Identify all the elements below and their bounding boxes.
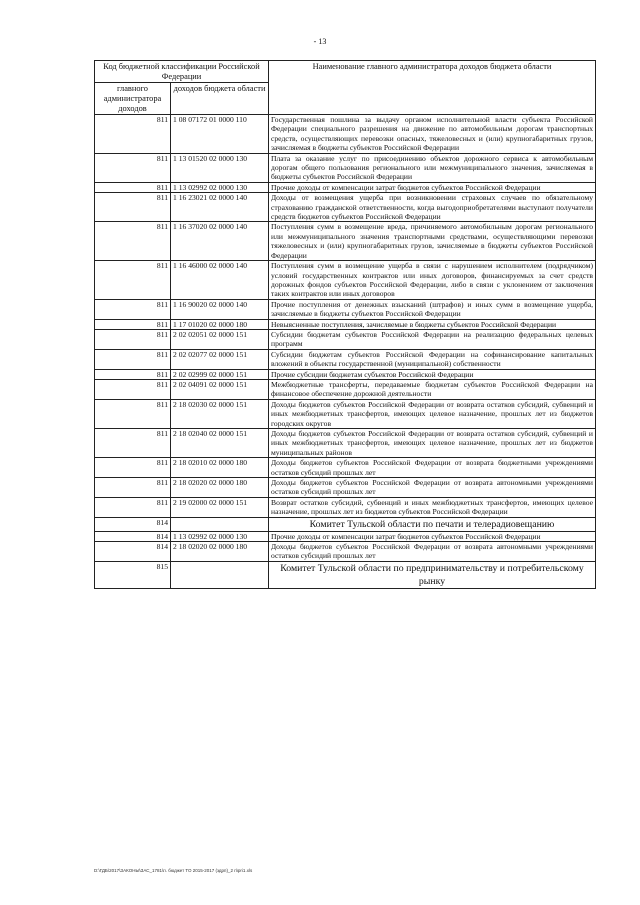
admin-code-cell: 814 (95, 517, 171, 531)
committee-heading: Комитет Тульской области по печати и телерадиовещанию (269, 517, 596, 531)
header-administrator-name: Наименование главного администратора доходов бюджета области (269, 61, 596, 115)
income-code-cell: 2 02 02051 02 0000 151 (171, 329, 269, 349)
income-description-cell: Поступления сумм в возмещение вреда, причиняемого автомобильным дорогам регионального или межмуниципального значения транспортными средствами, осуществляющими перевозки тяжеловесных и (или) крупногабаритных грузов, зачисляемые в бюджеты субъектов Российской Федерации (269, 222, 596, 261)
admin-code-cell: 814 (95, 531, 171, 541)
admin-code-cell: 811 (95, 379, 171, 399)
admin-code-cell: 811 (95, 193, 171, 222)
income-description-cell: Государственная пошлина за выдачу органом исполнительной власти субъекта Российской Федерации специального разрешения на движение по автомобильным дорогам транспортных средств, осуществляющих перевозки опасных, тяжеловесных и (или) крупногабаритных грузов, зачисляемая в бюджеты субъектов Российской Федерации (269, 115, 596, 154)
table-row (95, 369, 596, 379)
income-description-cell: Доходы бюджетов субъектов Российской Федерации от возврата остатков субсидий, субвенций и иных межбюджетных трансфертов, имеющих целевое назначение, прошлых лет из бюджетов городских округов (269, 399, 596, 428)
income-description-cell: Доходы бюджетов субъектов Российской Федерации от возврата автономными учреждениями остатков субсидий прошлых лет (269, 478, 596, 498)
income-code-cell (171, 517, 269, 531)
income-description-cell: Доходы от возмещения ущерба при возникновении страховых случаев по обязательному страхованию гражданской ответственности, когда выгодоприобретателями выступают получатели средств бюджетов субъектов Российской Федерации (269, 193, 596, 222)
table-row (95, 478, 596, 498)
budget-revenue-table (94, 60, 596, 589)
income-description-cell: Межбюджетные трансферты, передаваемые бюджетам субъектов Российской Федерации на финансовое обеспечение дорожной деятельности (269, 379, 596, 399)
admin-code-cell: 811 (95, 458, 171, 478)
table-row (95, 349, 596, 369)
admin-code-cell: 811 (95, 299, 171, 319)
income-code-cell: 1 13 02992 02 0000 130 (171, 531, 269, 541)
income-code-cell: 1 13 01520 02 0000 130 (171, 153, 269, 182)
table-row (95, 299, 596, 319)
income-code-cell: 2 02 02077 02 0000 151 (171, 349, 269, 369)
table-row (95, 531, 596, 541)
admin-code-cell: 811 (95, 369, 171, 379)
admin-code-cell: 811 (95, 261, 171, 300)
table-row (95, 261, 596, 300)
file-path-footer: D:\ГДБ\2017\ЗАКОНЫ\ЗАС_1781\п. бюджет ТО 2015-2017 (здрп)_2 п\pri1.xls (94, 868, 253, 873)
admin-code-cell: 811 (95, 222, 171, 261)
admin-code-cell: 811 (95, 153, 171, 182)
admin-code-cell: 811 (95, 115, 171, 154)
income-description-cell: Доходы бюджетов субъектов Российской Федерации от возврата автономными учреждениями остатков субсидий прошлых лет (269, 542, 596, 562)
income-description-cell: Плата за оказание услуг по присоединению объектов дорожного сервиса к автомобильным дорогам общего пользования регионального или межмуниципального значения, зачисляемая в бюджеты субъектов Российской Федерации (269, 153, 596, 182)
income-code-cell: 1 13 02992 02 0000 130 (171, 182, 269, 192)
table-row (95, 182, 596, 192)
table-row (95, 458, 596, 478)
income-code-cell: 2 18 02020 02 0000 180 (171, 478, 269, 498)
table-row (95, 379, 596, 399)
admin-code-cell: 811 (95, 329, 171, 349)
page-number: - 13 (313, 37, 327, 46)
header-classification-code: Код бюджетной классификации Российской Федерации (95, 61, 269, 83)
income-code-cell: 1 16 23021 02 0000 140 (171, 193, 269, 222)
income-description-cell: Субсидии бюджетам субъектов Российской Федерации на софинансирование капитальных вложений в объекты государственной (муниципальной) собственности (269, 349, 596, 369)
table-row (95, 153, 596, 182)
income-description-cell: Субсидии бюджетам субъектов Российской Федерации на реализацию федеральных целевых программ (269, 329, 596, 349)
income-description-cell: Доходы бюджетов субъектов Российской Федерации от возврата остатков субсидий, субвенций и иных межбюджетных трансфертов, имеющих целевое назначение, прошлых лет из бюджетов муниципальных районов (269, 429, 596, 458)
income-code-cell: 2 02 02999 02 0000 151 (171, 369, 269, 379)
income-code-cell (171, 561, 269, 588)
admin-code-cell: 811 (95, 319, 171, 329)
income-description-cell: Невыясненные поступления, зачисляемые в бюджеты субъектов Российской Федерации (269, 319, 596, 329)
income-code-cell: 2 18 02040 02 0000 151 (171, 429, 269, 458)
table-row (95, 399, 596, 428)
income-code-cell: 2 18 02020 02 0000 180 (171, 542, 269, 562)
income-code-cell: 2 19 02000 02 0000 151 (171, 497, 269, 517)
income-description-cell: Возврат остатков субсидий, субвенций и иных межбюджетных трансфертов, имеющих целевое назначение, прошлых лет из бюджетов субъектов Российской Федерации (269, 497, 596, 517)
income-description-cell: Прочие поступления от денежных взысканий (штрафов) и иных сумм в возмещение ущерба, зачисляемые в бюджеты субъектов Российской Федерации (269, 299, 596, 319)
table-header-row (95, 61, 596, 83)
income-code-cell: 1 17 01020 02 0000 180 (171, 319, 269, 329)
table-row (95, 193, 596, 222)
table-row (95, 115, 596, 154)
admin-code-cell: 814 (95, 542, 171, 562)
income-code-cell: 1 16 37020 02 0000 140 (171, 222, 269, 261)
income-description-cell: Доходы бюджетов субъектов Российской Федерации от возврата бюджетными учреждениями остатков субсидий прошлых лет (269, 458, 596, 478)
admin-code-cell: 811 (95, 182, 171, 192)
admin-code-cell: 811 (95, 478, 171, 498)
admin-code-cell: 815 (95, 561, 171, 588)
table-row (95, 542, 596, 562)
header-main-administrator: главного администратора доходов (95, 83, 171, 115)
table-body (95, 115, 596, 589)
admin-code-cell: 811 (95, 497, 171, 517)
table-row (95, 319, 596, 329)
admin-code-cell: 811 (95, 399, 171, 428)
committee-heading: Комитет Тульской области по предпринимательству и потребительскому рынку (269, 561, 596, 588)
admin-code-cell: 811 (95, 429, 171, 458)
income-code-cell: 1 16 90020 02 0000 140 (171, 299, 269, 319)
table-row (95, 222, 596, 261)
income-code-cell: 1 08 07172 01 0000 110 (171, 115, 269, 154)
income-code-cell: 1 16 46000 02 0000 140 (171, 261, 269, 300)
table-row (95, 329, 596, 349)
table-section-row (95, 517, 596, 531)
table-row (95, 429, 596, 458)
income-description-cell: Поступления сумм в возмещение ущерба в связи с нарушением исполнителем (подрядчиком) условий государственных контрактов или иных договоров, финансируемых за счет средств дорожных фондов субъектов Российской Федерации, либо в связи с уклонением от заключения таких контрактов или иных договоров (269, 261, 596, 300)
income-code-cell: 2 02 04091 02 0000 151 (171, 379, 269, 399)
admin-code-cell: 811 (95, 349, 171, 369)
income-code-cell: 2 18 02030 02 0000 151 (171, 399, 269, 428)
income-description-cell: Прочие субсидии бюджетам субъектов Российской Федерации (269, 369, 596, 379)
income-description-cell: Прочие доходы от компенсации затрат бюджетов субъектов Российской Федерации (269, 531, 596, 541)
table-row (95, 497, 596, 517)
header-budget-income: доходов бюджета области (171, 83, 269, 115)
income-code-cell: 2 18 02010 02 0000 180 (171, 458, 269, 478)
income-description-cell: Прочие доходы от компенсации затрат бюджетов субъектов Российской Федерации (269, 182, 596, 192)
table-section-row (95, 561, 596, 588)
